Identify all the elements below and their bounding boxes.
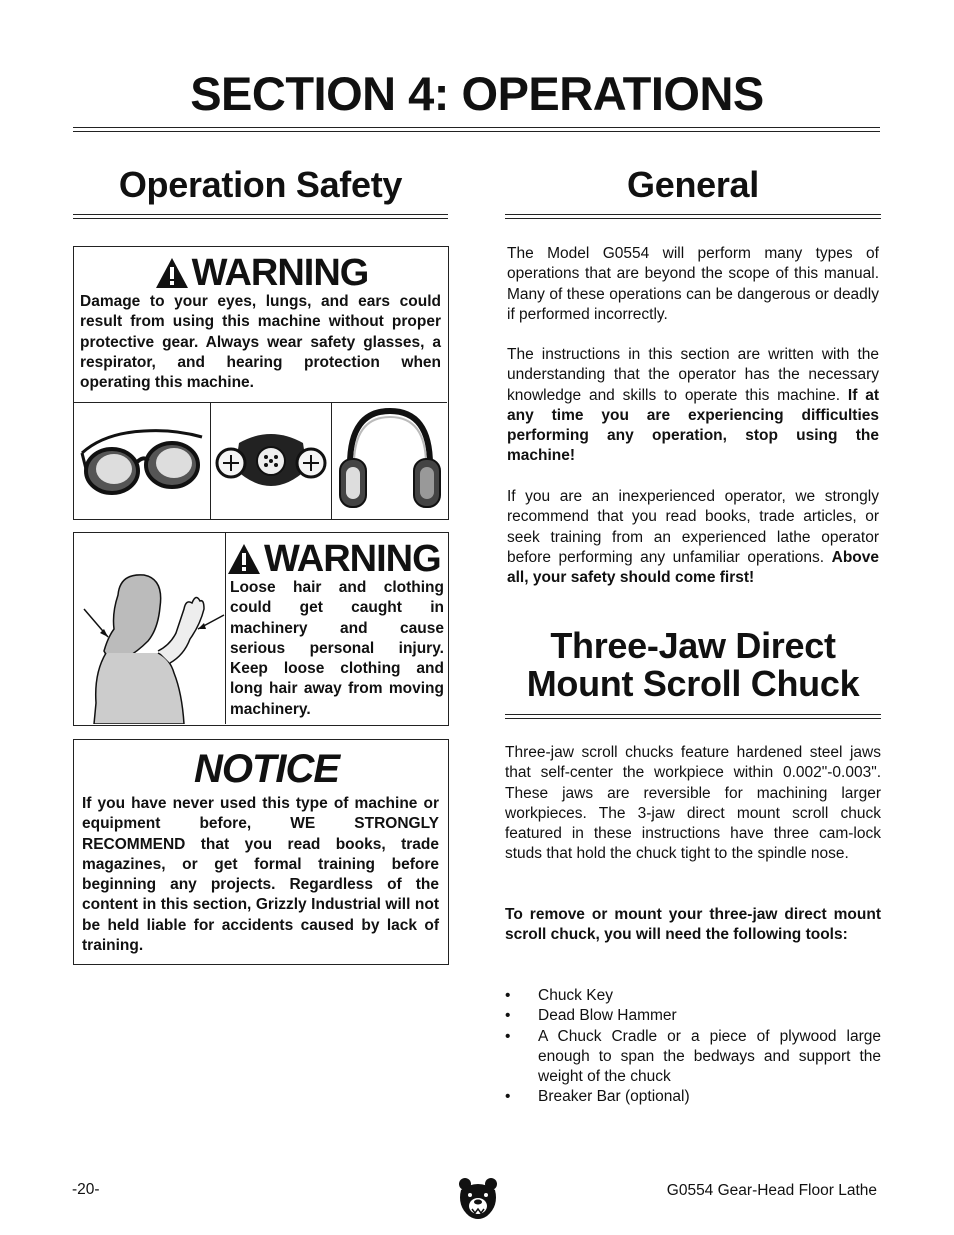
general-divider (505, 214, 881, 219)
grizzly-bear-logo-icon (457, 1176, 499, 1222)
warning-header (74, 253, 448, 293)
safety-glasses-cell (74, 403, 211, 519)
chuck-heading-line-2: Mount Scroll Chuck (526, 663, 860, 704)
list-item (505, 1087, 881, 1107)
loose-hair-person-icon (74, 533, 225, 724)
title-divider (73, 127, 880, 132)
warning-label: WARNING (191, 252, 369, 294)
tool-chuck-key: Chuck Key (538, 987, 613, 1004)
tool-chuck-cradle: A Chuck Cradle or a piece of plywood large enough to span the bedways and support the weight of the chuck (538, 1027, 881, 1086)
ear-muffs-icon (332, 403, 447, 519)
list-item (505, 1027, 881, 1088)
chuck-paragraph-1: Three-jaw scroll chucks feature hardened steel jaws that self-center the workpiece within 0.002"-0.003". These jaws are reversible for machining larger workpieces. The 3-jaw direct mount scroll chuck featured in these instructions have three cam-lock studs that hold the chuck tight to the spindle nose. (505, 744, 881, 863)
general-paragraph-3 (507, 487, 879, 588)
operation-safety-divider (73, 214, 448, 219)
chuck-tools-intro-bold: To remove or mount your three-jaw direct mount scroll chuck, you will need the following tools: (505, 906, 881, 944)
ppe-warning-box (73, 246, 449, 520)
bullet: • (505, 1088, 511, 1106)
chuck-heading-line-1: Three-Jaw Direct (550, 625, 836, 666)
chuck-divider (505, 714, 881, 719)
page-number: -20- (72, 1181, 100, 1198)
page-title: SECTION 4: OPERATIONS (190, 67, 764, 120)
notice-box (73, 739, 449, 965)
ppe-warning-text: Damage to your eyes, lungs, and ears could result from using this machine without proper protective gear. Always wear safety glasses, a respirator, and hearing protection when operating this machine. (80, 293, 441, 392)
chuck-tools-intro (505, 905, 881, 946)
chuck-tools-list (505, 986, 881, 1108)
warning-header-2 (226, 539, 448, 579)
notice-label: NOTICE (194, 747, 340, 791)
warning-triangle-icon (226, 542, 262, 576)
warning-label-2: WARNING (264, 538, 441, 580)
notice-text: If you have never used this type of machine or equipment before, WE STRONGLY RECOMMEND that you read books, trade magazines, or get formal training before beginning any projects. Regardless of the content in this section, Grizzly Industrial will not be held liable for accidents caused by lack of training. (82, 795, 439, 955)
safety-glasses-icon (74, 403, 210, 519)
respirator-icon (211, 403, 331, 519)
tool-breaker-bar: Breaker Bar (optional) (538, 1088, 690, 1106)
hair-clothing-warning-text: Loose hair and clothing could get caught in machinery and cause serious personal injury. Keep loose clothing and long hair away from moving machinery. (230, 579, 444, 718)
respirator-cell (211, 403, 332, 519)
general-paragraph-2-text: The instructions in this section are written with the understanding that the operator has the necessary knowledge and skills to operate this machine. (507, 346, 879, 404)
warning-triangle-icon (154, 256, 190, 290)
operation-safety-heading: Operation Safety (118, 164, 403, 205)
tool-dead-blow-hammer: Dead Blow Hammer (538, 1007, 677, 1025)
list-item (505, 1006, 881, 1026)
chuck-heading (505, 627, 881, 703)
general-paragraph-3-text: If you are an inexperienced operator, we strongly recommend that you read books, trade articles, or seek training from an experienced lathe operator before performing any unfamiliar operations. (507, 488, 879, 566)
loose-hair-illustration-cell (74, 533, 226, 724)
ear-muffs-cell (332, 403, 447, 519)
bullet: • (505, 1007, 511, 1025)
model-name: G0554 Gear-Head Floor Lathe (666, 1182, 877, 1199)
ppe-image-strip (74, 402, 447, 519)
bullet: • (505, 1027, 511, 1045)
general-heading: General (627, 164, 759, 205)
general-paragraph-2 (507, 345, 879, 467)
bullet: • (505, 987, 511, 1004)
general-paragraph-3-bold: Above all, your safety should come first! (507, 548, 879, 587)
list-item (505, 986, 881, 1006)
general-paragraph-1: The Model G0554 will perform many types of operations that are beyond the scope of this manual. Many of these operations can be dangerous or deadly if performed incorrectly. (507, 245, 879, 323)
general-paragraph-2-bold: If at any time you are experiencing difficulties performing any operation, stop using the machine! (507, 386, 880, 465)
hair-clothing-warning-box (73, 532, 449, 726)
